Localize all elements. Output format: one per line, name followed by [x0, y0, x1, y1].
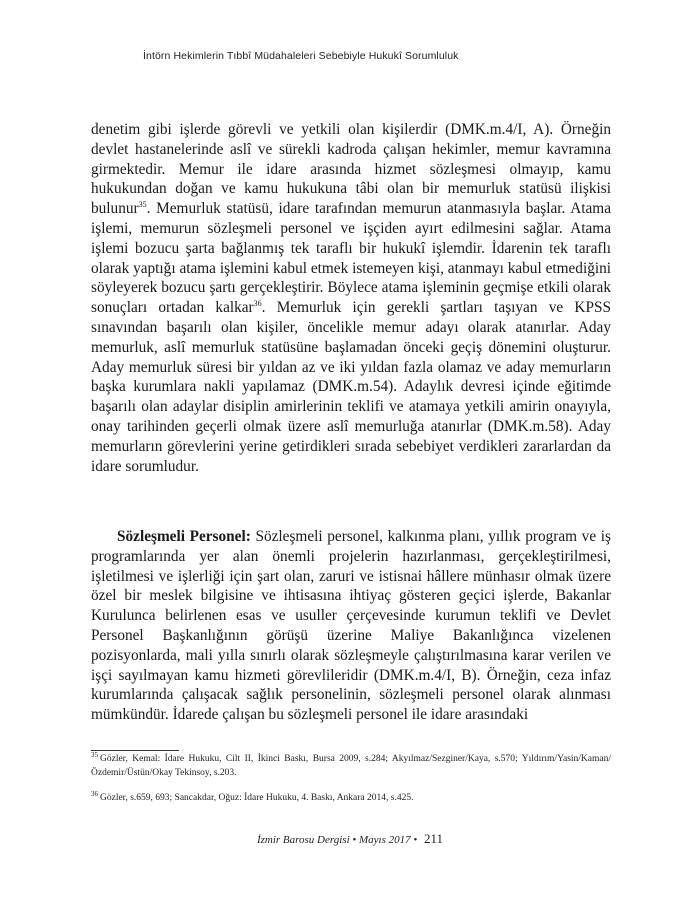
footnote-ref-36[interactable]: 36	[253, 299, 262, 309]
footnote-text: Gözler, s.659, 693; Sancakdar, Oğuz: İdare Hukuku, 4. Baskı, Ankara 2014, s.425.	[100, 793, 414, 803]
footer-separator: •	[349, 834, 360, 846]
paragraph-1-text-b: . Memurluk statüsü, idare tarafından memurun atanmasıyla başlar. Atama işlemi, memurun sözleşmeli personel ve işçiden ayırt edilmesini sağlar. Atama işlemi bozucu şarta bağlanmış tek taraflı bir hukukî işlemdir. İdarenin tek taraflı olarak yaptığı atama işlemini kabul etmek istemeyen kişi, atanmayı kabul etmediğini söyleyerek bozucu şartı gerçekleştirir. Böylece atama işleminin geçmişe etkili olarak sonuçları ortadan kalkar	[91, 200, 611, 317]
issue-date: Mayıs 2017	[359, 834, 411, 846]
footnote-ref-35[interactable]: 35	[138, 200, 147, 210]
footnote-number: 36	[91, 789, 98, 798]
footer-separator-trailing: •	[410, 834, 421, 846]
page-number: 211	[424, 831, 444, 846]
body-paragraph-2	[91, 527, 611, 725]
paragraph-1-text-a: denetim gibi işlerde görevli ve yetkili olan kişilerdir (DMK.m.4/I, A). Örneğin devlet hastanelerinde aslî ve sürekli kadroda çalışan hekimler, memur kavramına girmektedir. Memur ile idare arasında hizmet sözleşmesi olmayıp, kamu hukukundan doğan ve kamu hukukuna tâbi olan bir memurluk statüsü ilişkisi bulunur	[91, 121, 611, 218]
footnotes	[91, 752, 611, 816]
footnote-text: Gözler, Kemal: İdare Hukuku, Cilt II, İkinci Baskı, Bursa 2009, s.284; Akyılmaz/Sezginer/Kaya, s.570; Yıldırım/Yasin/Kaman/Özdemir/Üstün/Okay Tekinsoy, s.203.	[91, 754, 611, 778]
paragraph-2-lead-term: Sözleşmeli Personel:	[117, 528, 251, 545]
footnote-divider	[91, 750, 179, 751]
body-paragraph-1	[91, 120, 611, 476]
page-footer	[0, 831, 700, 847]
paragraph-1-text-c: . Memurluk için gerekli şartları taşıyan ve KPSS sınavından başarılı olan kişiler, öncelikle memur adayı olarak atanırlar. Aday memurluk, aslî memurluk statüsüne başlamadan önceki geçiş dönemini oluşturur. Aday memurluk süresi bir yıldan az ve iki yıldan fazla olamaz ve aday memurların başka kurumlara nakli yapılamaz (DMK.m.54). Adaylık devresi içinde eğitimde başarılı olan adaylar disiplin amirlerinin teklifi ve atamaya yetkili amirin onayıyla, onay tarihinden geçerli olmak üzere aslî memurluğa atanırlar (DMK.m.58). Aday memurların görevlerini yerine getirdikleri sırada sebebiyet verdikleri zararlardan da idare sorumludur.	[91, 299, 611, 475]
journal-name: İzmir Barosu Dergisi	[256, 834, 350, 846]
footnote-number: 35	[91, 750, 98, 759]
footnote-36	[91, 791, 611, 805]
paragraph-2-text: Sözleşmeli personel, kalkınma planı, yıllık program ve iş programlarında yer alan önemli projelerin hazırlanması, gerçekleştirilmesi, işletilmesi ve işlerliği için şart olan, zaruri ve istisnai hâllere münhasır olmak üzere özel bir meslek bilgisine ve ihtisasına ihtiyaç gösteren geçici işlerde, Bakanlar Kurulunca belirlenen esas ve usuller çerçevesinde kurumun teklifi ve Devlet Personel Başkanlığının görüşü üzerine Maliye Bakanlığınca vizelenen pozisyonlarda, mali yılla sınırlı olarak sözleşmeyle çalıştırılmasına karar verilen ve işçi sayılmayan kamu hizmeti görevlileridir (DMK.m.4/I, B). Örneğin, ceza infaz kurumlarında çalışacak sağlık personelinin, sözleşmeli personel olarak alınması mümkündür. İdarede çalışan bu sözleşmeli personel ile idare arasındaki	[91, 528, 611, 724]
footnote-35	[91, 752, 611, 780]
running-header: İntörn Hekimlerin Tıbbî Müdahaleleri Sebebiyle Hukukî Sorumluluk	[143, 50, 459, 62]
